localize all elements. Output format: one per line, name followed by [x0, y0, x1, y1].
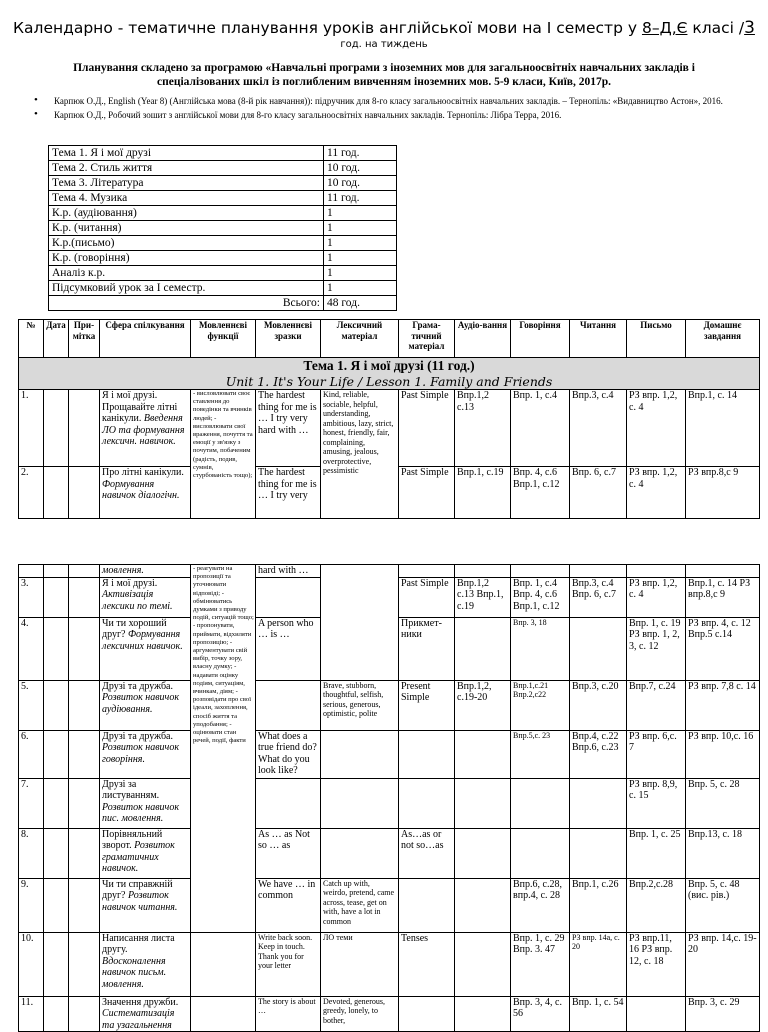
grammar-cell [399, 996, 455, 1032]
homework-cell: РЗ впр. 4, с. 12 Впр.5 с.14 [686, 617, 760, 680]
topic-name: Тема 2. Стиль життя [49, 161, 324, 176]
reading-cell [570, 828, 627, 878]
writing-cell: Впр.7, с.24 [627, 680, 686, 730]
sphere-cell: Я і мої друзі. Прощавайте літні канікули. Введення ЛО та формування лексичн. навичок. [100, 390, 191, 467]
topic-hours: 1 [324, 251, 397, 266]
topic-name: Тема 4. Музика [49, 191, 324, 206]
writing-cell [627, 565, 686, 578]
table-row [19, 996, 760, 1032]
topic-row [49, 236, 397, 251]
topic-name: Тема 3. Література [49, 176, 324, 191]
writing-cell: РЗ впр.11, 16 РЗ впр. 12, с. 18 [627, 932, 686, 996]
column-header: Аудіо-вання [455, 320, 511, 358]
sphere-cell: Друзі та дружба. Розвиток навичок аудіювання. [100, 680, 191, 730]
topic-hours: 1 [324, 221, 397, 236]
date-cell[interactable] [44, 778, 69, 828]
speaking-cell [511, 778, 570, 828]
vocabulary-cell: ЛО теми [321, 932, 399, 996]
reading-cell: Впр.3, с.4 [570, 390, 627, 467]
listening-cell: Впр.1,2 с.13 [455, 390, 511, 467]
speaking-cell: Впр. 3, 4, с. 56 [511, 996, 570, 1032]
speaking-cell: Впр. 1, с.4 Впр. 4, с.6 Впр.1, с.12 [511, 577, 570, 617]
listening-cell [455, 565, 511, 578]
writing-cell: РЗ впр. 1,2, с. 4 [627, 467, 686, 519]
samples-cell: The hardest thing for me is … I try very [256, 467, 321, 519]
grammar-cell [399, 878, 455, 932]
table-row [19, 390, 760, 467]
topic-name: К.р. (читання) [49, 221, 324, 236]
writing-cell: Впр. 1, с. 25 [627, 828, 686, 878]
topic-hours: 10 год. [324, 161, 397, 176]
lesson-number: 2. [19, 467, 44, 519]
reading-cell [570, 565, 627, 578]
note-cell[interactable] [69, 828, 100, 878]
lesson-number: 7. [19, 778, 44, 828]
grammar-cell: Tenses [399, 932, 455, 996]
topic-row [49, 266, 397, 281]
vocabulary-cell [321, 828, 399, 878]
topic-hours: 11 год. [324, 146, 397, 161]
speaking-cell: Впр.1,с.21 Впр.2,с22 [511, 680, 570, 730]
references-list [22, 96, 752, 123]
class-name: 8–Д,Є [641, 19, 688, 37]
reading-cell [570, 617, 627, 680]
theme-row [19, 358, 760, 390]
column-header: Мовленнєві зразки [256, 320, 321, 358]
homework-cell: Впр.13, с. 18 [686, 828, 760, 878]
topic-row [49, 251, 397, 266]
sphere-cell: Я і мої друзі. Активізація лексики по темі. [100, 577, 191, 617]
writing-cell: РЗ впр. 1,2, с. 4 [627, 390, 686, 467]
sphere-cell: Чи ти хороший друг? Формування лексичних навичок. [100, 617, 191, 680]
page-subtitle: год. на тиждень [340, 39, 428, 50]
reading-cell: Впр.3, с.4 Впр. 6, с.7 [570, 577, 627, 617]
sphere-cell: Чи ти справжній друг? Розвиток навичок читання. [100, 878, 191, 932]
date-cell[interactable] [44, 730, 69, 778]
grammar-cell [399, 778, 455, 828]
listening-cell [455, 617, 511, 680]
speaking-cell: Впр. 1, с.4 [511, 390, 570, 467]
speaking-cell: Впр. 4, с.6 Впр.1, с.12 [511, 467, 570, 519]
samples-cell [256, 680, 321, 730]
grammar-cell: Past Simple [399, 467, 455, 519]
topic-row [49, 146, 397, 161]
table-row [19, 730, 760, 778]
homework-cell: РЗ впр. 14,с. 19-20 [686, 932, 760, 996]
column-header: Грама-тичний матеріал [399, 320, 455, 358]
reading-cell [570, 778, 627, 828]
date-cell[interactable] [44, 828, 69, 878]
speech-functions-cell [191, 390, 256, 519]
sphere-cell: мовлення. [100, 565, 191, 578]
topic-hours: 1 [324, 281, 397, 296]
topic-name: Підсумковий урок за I семестр. [49, 281, 324, 296]
table-row [19, 878, 760, 932]
note-cell[interactable] [69, 932, 100, 996]
homework-cell: РЗ впр. 10,с. 16 [686, 730, 760, 778]
speech-functions-cell [191, 932, 256, 996]
table-row [19, 778, 760, 828]
topic-row [49, 161, 397, 176]
theme-title: Тема 1. Я і мої друзі (11 год.) [303, 358, 475, 373]
samples-cell: Write back soon. Keep in touch. Thank you for your letter [256, 932, 321, 996]
vocabulary-cell [321, 565, 399, 681]
lesson-number: 6. [19, 730, 44, 778]
speaking-cell: Впр.6, с.28, впр.4, с. 28 [511, 878, 570, 932]
column-header: Лексичний матеріал [321, 320, 399, 358]
sphere-cell: Про літні канікули. Формування навичок діалогічн. [100, 467, 191, 519]
vocabulary-cell: Brave, stubborn, thoughtful, selfish, serious, generous, optimistic, polite [321, 680, 399, 730]
table-row [19, 932, 760, 996]
column-header: Читання [570, 320, 627, 358]
date-cell[interactable] [44, 932, 69, 996]
samples-cell: The hardest thing for me is … I try very hard with … [256, 390, 321, 467]
listening-cell [455, 730, 511, 778]
note-cell[interactable] [69, 996, 100, 1032]
sphere-cell: Значення дружби. Систематизація та узагальнення [100, 996, 191, 1032]
speech-functions-text: - реагувати на пропозиції та уточнювати відповіді; - обмінюватись думками з приводу подій, ситуацій тощо; - пропонувати, приймати, відхиляти пропозицію; - аргументувати свій вибір, точку зору, власну думку; - надавати оцінку подіям, ситуаціям, вчинкам, діям; - розповідати про свої ідеали, захоплення, спосіб життя та уподобання; - оцінювати стан речей, події, факти [193, 565, 254, 745]
date-cell[interactable] [44, 680, 69, 730]
vocabulary-cell: Catch up with, weirdo, pretend, came across, tease, get on with, have a lot in common [321, 878, 399, 932]
speaking-cell [511, 565, 570, 578]
writing-cell: РЗ впр. 1,2, с. 4 [627, 577, 686, 617]
homework-cell: Впр. 5, с. 28 [686, 778, 760, 828]
topic-hours: 1 [324, 206, 397, 221]
date-cell[interactable] [44, 577, 69, 617]
speech-functions-cell [191, 565, 256, 933]
reading-cell: Впр. 1, с. 54 [570, 996, 627, 1032]
note-cell[interactable] [69, 778, 100, 828]
topic-hours: 11 год. [324, 191, 397, 206]
column-header: Письмо [627, 320, 686, 358]
column-header: Домашнє завдання [686, 320, 760, 358]
homework-cell: Впр.1, с. 14 [686, 390, 760, 467]
lesson-number: 10. [19, 932, 44, 996]
lesson-plan-table-continued [18, 564, 760, 1032]
listening-cell: Впр.1,2, с.19-20 [455, 680, 511, 730]
speaking-cell [511, 828, 570, 878]
lesson-plan-table [18, 319, 760, 519]
hours-per-week: 3 [744, 18, 755, 38]
speaking-cell: Впр. 3, 18 [511, 617, 570, 680]
listening-cell: Впр.1,2 с.13 Впр.1, с.19 [455, 577, 511, 617]
note-cell[interactable] [69, 878, 100, 932]
topic-name: Аналіз к.р. [49, 266, 324, 281]
note-cell[interactable] [69, 577, 100, 617]
listening-cell [455, 778, 511, 828]
date-cell[interactable] [44, 617, 69, 680]
note-cell[interactable] [69, 467, 100, 519]
listening-cell [455, 996, 511, 1032]
topic-hours: 1 [324, 266, 397, 281]
writing-cell: Впр. 1, с. 19 РЗ впр. 1, 2, 3, с. 12 [627, 617, 686, 680]
homework-cell: РЗ впр.8,с 9 [686, 467, 760, 519]
lesson-number: 9. [19, 878, 44, 932]
topic-name: Тема 1. Я і мої друзі [49, 146, 324, 161]
vocabulary-cell: Devoted, generous, greedy, lonely, to bother, [321, 996, 399, 1032]
reference-item: • Карпюк О.Д., English (Year 8) (Англійська мова (8-й рік навчання)): підручник для 8-го класу загальноосвітніх навчальних закладів. – Тернопіль: «Видавництво Астон», 2016. [22, 96, 752, 108]
note-cell[interactable] [69, 565, 100, 578]
vocabulary-cell [321, 778, 399, 828]
date-cell[interactable] [44, 565, 69, 578]
topic-row [49, 206, 397, 221]
reading-cell: Впр.3, с.20 [570, 680, 627, 730]
reading-cell: РЗ впр. 14а, с. 20 [570, 932, 627, 996]
writing-cell [627, 996, 686, 1032]
grammar-cell [399, 730, 455, 778]
topic-hours: 10 год. [324, 176, 397, 191]
date-cell[interactable] [44, 467, 69, 519]
homework-cell: Впр. 5, с. 48 (вис. рів.) [686, 878, 760, 932]
unit-title: Unit 1. It's Your Life / Lesson 1. Family and Friends [225, 374, 553, 389]
column-header: № [19, 320, 44, 358]
topic-hours-table [48, 145, 397, 311]
samples-cell: What does a true friend do? What do you look like? [256, 730, 321, 778]
topic-row [49, 191, 397, 206]
total-value: 48 год. [324, 296, 397, 311]
sphere-cell: Друзі за листуванням. Розвиток навичок пис. мовлення. [100, 778, 191, 828]
sphere-cell: Порівняльний зворот. Розвиток граматичних навичок. [100, 828, 191, 878]
note-cell[interactable] [69, 617, 100, 680]
page-title: Календарно - тематичне планування уроків англійської мови на I семестр у 8–Д,Є класі /3 [13, 18, 755, 38]
lesson-number [19, 565, 44, 578]
topic-name: К.р. (говоріння) [49, 251, 324, 266]
total-row [49, 296, 397, 311]
date-cell[interactable] [44, 996, 69, 1032]
homework-cell: Впр.1, с. 14 РЗ впр.8,с 9 [686, 577, 760, 617]
listening-cell [455, 932, 511, 996]
grammar-cell: Present Simple [399, 680, 455, 730]
program-statement: Планування складено за програмою «Навчальні програми з іноземних мов для загальноосвітніх навчальних закладів і спеціалізованих шкіл із поглибленим вивченням іноземних мов. 5-9 класи, Київ, 2017р. [73, 62, 695, 88]
column-header: При-мітка [69, 320, 100, 358]
reading-cell: Впр.1, с.26 [570, 878, 627, 932]
samples-cell: As … as Not so … as [256, 828, 321, 878]
lesson-number: 8. [19, 828, 44, 878]
column-header: Сфера спілкування [100, 320, 191, 358]
homework-cell [686, 565, 760, 578]
grammar-cell: Past Simple [399, 577, 455, 617]
column-header: Дата [44, 320, 69, 358]
table-row [19, 828, 760, 878]
column-header: Говоріння [511, 320, 570, 358]
homework-cell: Впр. 3, с. 29 [686, 996, 760, 1032]
listening-cell [455, 878, 511, 932]
lesson-number: 1. [19, 390, 44, 467]
speech-functions-cell [191, 996, 256, 1032]
note-cell[interactable] [69, 390, 100, 467]
topic-name: К.р.(письмо) [49, 236, 324, 251]
speech-functions-text: - висловлювати своє ставлення до поведінки та вчинків людей; - висловлювати свої враження, почуття та емоції у зв'язку з почутим, побаченим (радість, подив, сумнів, стурбованість тощо); [193, 390, 253, 480]
reference-item: • Карпюк О.Д., Робочий зошит з англійської мови для 8-го класу загальноосвітніх навчальних закладів. Тернопіль: Лібра Терра, 2016. [22, 110, 752, 122]
topic-name: К.р. (аудіювання) [49, 206, 324, 221]
speaking-cell: Впр.5,с. 23 [511, 730, 570, 778]
writing-cell: РЗ впр. 6,с. 7 [627, 730, 686, 778]
column-header: Мовленнєві функції [191, 320, 256, 358]
samples-cell: We have … in common [256, 878, 321, 932]
lesson-number: 3. [19, 577, 44, 617]
vocabulary-cell [321, 730, 399, 778]
table-row [19, 680, 760, 730]
note-cell[interactable] [69, 680, 100, 730]
grammar-cell: Прикмет-ники [399, 617, 455, 680]
homework-cell: РЗ впр. 7,8 с. 14 [686, 680, 760, 730]
lesson-number: 5. [19, 680, 44, 730]
lesson-number: 11. [19, 996, 44, 1032]
total-label: Всього: [49, 296, 324, 311]
reading-cell: Впр.4, с.22 Впр.6, с.23 [570, 730, 627, 778]
vocabulary-cell: Kind, reliable, sociable, helpful, understanding, ambitious, lazy, strict, honest, friendly, fair, complaining, amusing, jealous, overprotective, pessimistic [321, 390, 399, 519]
grammar-cell: As…as or not so…as [399, 828, 455, 878]
reading-cell: Впр. 6, с.7 [570, 467, 627, 519]
listening-cell [455, 828, 511, 878]
sphere-cell: Написання листа другу. Вдосконалення навичок письм. мовлення. [100, 932, 191, 996]
date-cell[interactable] [44, 878, 69, 932]
grammar-cell: Past Simple [399, 390, 455, 467]
samples-cell [256, 778, 321, 828]
sphere-cell: Друзі та дружба. Розвиток навичок говоріння. [100, 730, 191, 778]
date-cell[interactable] [44, 390, 69, 467]
note-cell[interactable] [69, 730, 100, 778]
topic-row [49, 221, 397, 236]
listening-cell: Впр.1, с.19 [455, 467, 511, 519]
samples-cell: hard with … [256, 565, 321, 578]
samples-cell [256, 577, 321, 617]
writing-cell: Впр.2,с.28 [627, 878, 686, 932]
topic-row [49, 281, 397, 296]
column-header-row [19, 320, 760, 358]
topic-row [49, 176, 397, 191]
grammar-cell [399, 565, 455, 578]
topic-hours: 1 [324, 236, 397, 251]
lesson-number: 4. [19, 617, 44, 680]
samples-cell: A person who … is … [256, 617, 321, 680]
writing-cell: РЗ впр. 8,9, с. 15 [627, 778, 686, 828]
table-row [19, 565, 760, 578]
samples-cell: The story is about … [256, 996, 321, 1032]
speaking-cell: Впр. 1, с. 29 Впр. 3. 47 [511, 932, 570, 996]
